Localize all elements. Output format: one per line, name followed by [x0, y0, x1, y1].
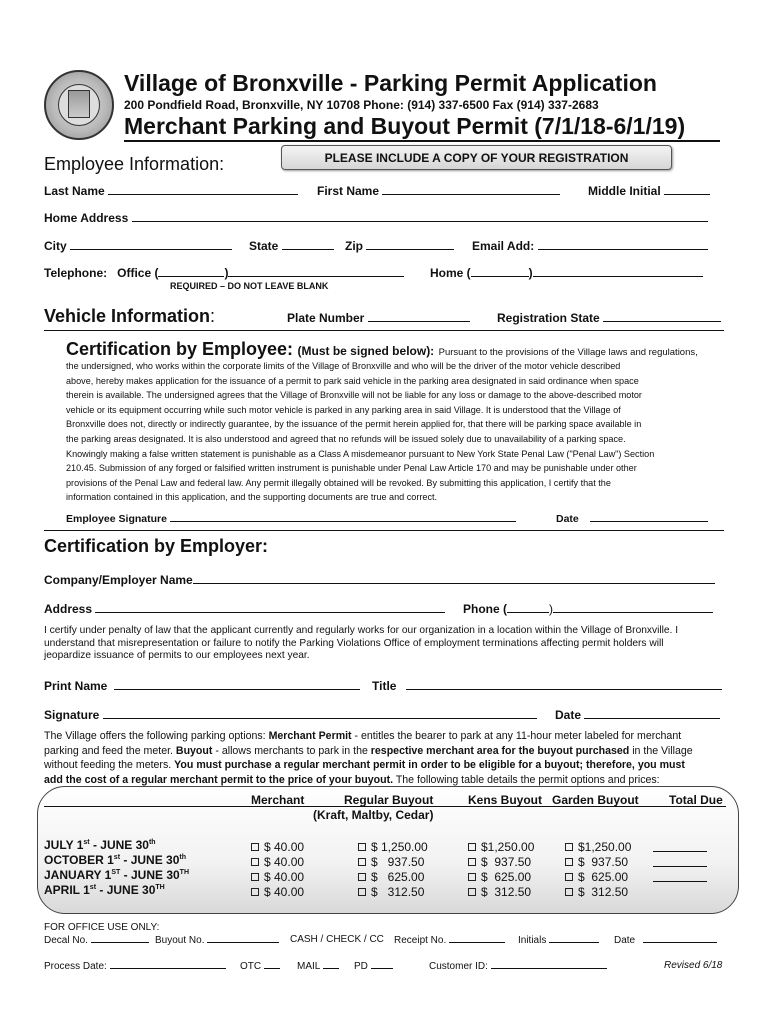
employee-cert-divider	[44, 530, 724, 531]
receipt-no-label: Receipt No.	[394, 934, 505, 946]
middle-initial-field[interactable]	[664, 184, 710, 195]
employer-date-field[interactable]	[584, 708, 720, 719]
vehicle-info-heading: Vehicle Information:	[44, 306, 216, 326]
regular-price-april[interactable]: $ 312.50	[358, 885, 424, 899]
title-field[interactable]	[406, 679, 722, 690]
last-name-field[interactable]	[108, 184, 298, 195]
zip-field[interactable]	[366, 239, 454, 250]
header-kens-buyout: Kens Buyout	[468, 793, 543, 807]
header-total-due: Total Due	[669, 793, 723, 807]
print-name-field[interactable]	[114, 679, 360, 690]
header-divider	[124, 140, 720, 142]
regular-price-july[interactable]: $ 1,250.00	[358, 840, 428, 854]
initials-label: Initials	[518, 934, 599, 946]
garden-price-april[interactable]: $ 312.50	[565, 885, 628, 899]
registration-state-field[interactable]	[603, 311, 721, 322]
total-due-field-october[interactable]	[653, 866, 707, 867]
header-merchant: Merchant	[251, 793, 305, 807]
period-april: APRIL 1st - JUNE 30TH	[44, 883, 165, 897]
customer-id-field[interactable]	[491, 960, 607, 969]
checkbox[interactable]	[251, 873, 259, 881]
employer-date-label: Date	[555, 708, 720, 722]
payment-method-label: CASH / CHECK / CC	[290, 934, 384, 945]
registration-state-label: Registration State	[497, 311, 721, 325]
garden-price-october[interactable]: $ 937.50	[565, 855, 628, 869]
home-address-label: Home Address	[44, 211, 708, 225]
company-name-label: Company/Employer Name	[44, 573, 715, 587]
village-address: 200 Pondfield Road, Bronxville, NY 10708 Phone: (914) 337-6500 Fax (914) 337-2683	[124, 98, 599, 112]
must-sign-note: (Must be signed below):	[297, 344, 435, 358]
email-field[interactable]	[538, 239, 708, 250]
checkbox[interactable]	[358, 858, 366, 866]
cert-employee-line-1: Pursuant to the provisions of the Village laws and regulations,	[438, 347, 698, 358]
checkbox[interactable]	[251, 843, 259, 851]
checkbox[interactable]	[565, 888, 573, 896]
checkbox[interactable]	[358, 843, 366, 851]
checkbox[interactable]	[468, 873, 476, 881]
form-title: Village of Bronxville - Parking Permit Application	[124, 70, 657, 96]
initials-field[interactable]	[549, 934, 599, 943]
otc-label: OTC	[240, 960, 280, 972]
merchant-price-january[interactable]: $ 40.00	[251, 870, 304, 884]
employer-phone-field[interactable]	[553, 602, 713, 613]
garden-price-january[interactable]: $ 625.00	[565, 870, 628, 884]
company-name-field[interactable]	[193, 573, 715, 584]
employer-area-code-field[interactable]	[507, 602, 549, 613]
email-label: Email Add:	[472, 239, 708, 253]
checkbox[interactable]	[565, 873, 573, 881]
employer-phone-label: Phone ( )	[463, 602, 713, 616]
revision-date: Revised 6/18	[664, 960, 723, 971]
last-name-label: Last Name	[44, 184, 298, 198]
receipt-no-field[interactable]	[449, 934, 505, 943]
office-phone-field[interactable]	[228, 266, 404, 277]
title-label: Title	[372, 679, 722, 693]
kens-price-october[interactable]: $ 937.50	[468, 855, 531, 869]
pd-label: PD	[354, 960, 393, 972]
employee-signature-field[interactable]	[170, 513, 516, 522]
regular-price-january[interactable]: $ 625.00	[358, 870, 424, 884]
period-october: OCTOBER 1st - JUNE 30th	[44, 853, 186, 867]
plate-number-field[interactable]	[368, 311, 470, 322]
buyout-no-label: Buyout No.	[155, 934, 279, 946]
first-name-field[interactable]	[382, 184, 560, 195]
decal-no-field[interactable]	[91, 934, 149, 943]
office-date-label: Date	[614, 934, 717, 946]
checkbox[interactable]	[565, 858, 573, 866]
print-name-label: Print Name	[44, 679, 360, 693]
vehicle-divider	[44, 330, 724, 331]
total-due-field-january[interactable]	[653, 881, 707, 882]
employee-info-heading: Employee Information:	[44, 154, 225, 174]
checkbox[interactable]	[565, 843, 573, 851]
parking-options-text: The Village offers the following parking options: Merchant Permit - entitles the bearer to park at any 11-hour meter labeled for merchant parking and feed the meter. Buyout - allows merchants to park in the respective merchant area for the buyout purchased in the Village without feeding the meters. You must purchase a regular merchant permit in order to be eligible for a buyout; therefore, you must add the cost of a regular merchant permit to the price of your buyout. The following table details the permit options and prices:	[44, 730, 693, 786]
zip-label: Zip	[345, 239, 454, 253]
state-label: State	[249, 239, 334, 253]
required-note: REQUIRED – DO NOT LEAVE BLANK	[170, 281, 329, 291]
employer-signature-field[interactable]	[103, 708, 537, 719]
home-phone-label: Home ( )	[430, 266, 703, 280]
form-subtitle: Merchant Parking and Buyout Permit (7/1/18-6/1/19)	[124, 113, 686, 139]
home-area-code-field[interactable]	[471, 266, 529, 277]
checkbox[interactable]	[251, 888, 259, 896]
merchant-price-october[interactable]: $ 40.00	[251, 855, 304, 869]
kens-price-january[interactable]: $ 625.00	[468, 870, 531, 884]
city-field[interactable]	[70, 239, 232, 250]
office-date-field[interactable]	[643, 934, 717, 943]
village-seal-logo	[44, 70, 114, 140]
garden-price-july[interactable]: $1,250.00	[565, 840, 631, 854]
cert-employer-heading: Certification by Employer:	[44, 536, 269, 556]
period-january: JANUARY 1ST - JUNE 30TH	[44, 868, 190, 882]
checkbox[interactable]	[468, 888, 476, 896]
cert-employee-heading: Certification by Employee:	[66, 339, 294, 359]
merchant-price-april[interactable]: $ 40.00	[251, 885, 304, 899]
employer-signature-label: Signature	[44, 708, 537, 722]
checkbox[interactable]	[251, 858, 259, 866]
total-due-field-july[interactable]	[653, 851, 707, 852]
registration-notice: PLEASE INCLUDE A COPY OF YOUR REGISTRATION	[281, 145, 672, 170]
checkbox[interactable]	[468, 843, 476, 851]
office-area-code-field[interactable]	[158, 266, 224, 277]
buyout-no-field[interactable]	[207, 934, 279, 943]
mail-field[interactable]	[323, 960, 339, 969]
process-date-field[interactable]	[110, 960, 226, 969]
state-field[interactable]	[282, 239, 334, 250]
employee-signature-label: Employee Signature	[66, 513, 516, 525]
plate-number-label: Plate Number	[287, 311, 470, 325]
office-use-heading: FOR OFFICE USE ONLY:	[44, 922, 160, 933]
home-address-field[interactable]	[132, 211, 708, 222]
cert-employee-body: the undersigned, who works within the corporate limits of the Village of Bronxville and who will be the driver of the motor vehicle described above, hereby makes application for the issuance of a permit to park said vehicle in the parking area designated in said ordinance when space therein is available. The undersigned agrees that the Village of Bronxville will not be liable for any loss or damage to the above-described motor vehicle or its equipment occurring while such motor vehicle is parked in any parking area in said Village. It is understood that the Village of Bronxville does not, directly or indirectly guarantee, by the issuance of the permit herein applied for, that there will be parking space available in the parking areas designated. It is also understood and agreed that no refunds will be issued solely due to unavailability of a parking space. Knowingly making a false written statement is punishable as a Class A misdemeanor pursuant to New York State Penal Law ("Penal Law") Section 210.45. Submission of any forged or falsified written instrument is punishable under Penal Law Article 170 and may be punishable under other provisions of the Penal Law and federal law. Any permit illegally obtained will be revoked. By submitting this application, I certify that the information contained in this application, and the supporting documents are true and correct.	[66, 361, 655, 503]
merchant-price-july[interactable]: $ 40.00	[251, 840, 304, 854]
otc-field[interactable]	[264, 960, 280, 969]
mail-label: MAIL	[297, 960, 339, 972]
process-date-label: Process Date:	[44, 960, 226, 972]
employer-address-field[interactable]	[95, 602, 445, 613]
checkbox[interactable]	[358, 888, 366, 896]
employer-address-label: Address	[44, 602, 445, 616]
regular-buyout-areas: (Kraft, Maltby, Cedar)	[313, 808, 434, 822]
telephone-label: Telephone: Office ( )	[44, 266, 404, 280]
kens-price-july[interactable]: $1,250.00	[468, 840, 534, 854]
regular-price-october[interactable]: $ 937.50	[358, 855, 424, 869]
employee-date-field[interactable]	[590, 513, 708, 522]
kens-price-april[interactable]: $ 312.50	[468, 885, 531, 899]
checkbox[interactable]	[468, 858, 476, 866]
first-name-label: First Name	[317, 184, 560, 198]
checkbox[interactable]	[358, 873, 366, 881]
cert-employee-heading-row	[66, 339, 698, 360]
employer-statement: I certify under penalty of law that the applicant currently and regularly works for our organization in a location within the Village of Bronxville. I understand that misrepresentation or failure to notify the Parking Violations Office of employment terminations affecting permit holders will jeopardize issuance of permits to our employees next year.	[44, 625, 679, 662]
customer-id-label: Customer ID:	[429, 960, 607, 972]
employee-date-label: Date	[556, 513, 708, 525]
header-regular-buyout: Regular Buyout	[344, 793, 434, 807]
header-garden-buyout: Garden Buyout	[552, 793, 639, 807]
pd-field[interactable]	[371, 960, 393, 969]
decal-no-label: Decal No.	[44, 934, 149, 946]
home-phone-field[interactable]	[533, 266, 703, 277]
city-label: City	[44, 239, 232, 253]
middle-initial-label: Middle Initial	[588, 184, 710, 198]
period-july: JULY 1st - JUNE 30th	[44, 838, 156, 852]
